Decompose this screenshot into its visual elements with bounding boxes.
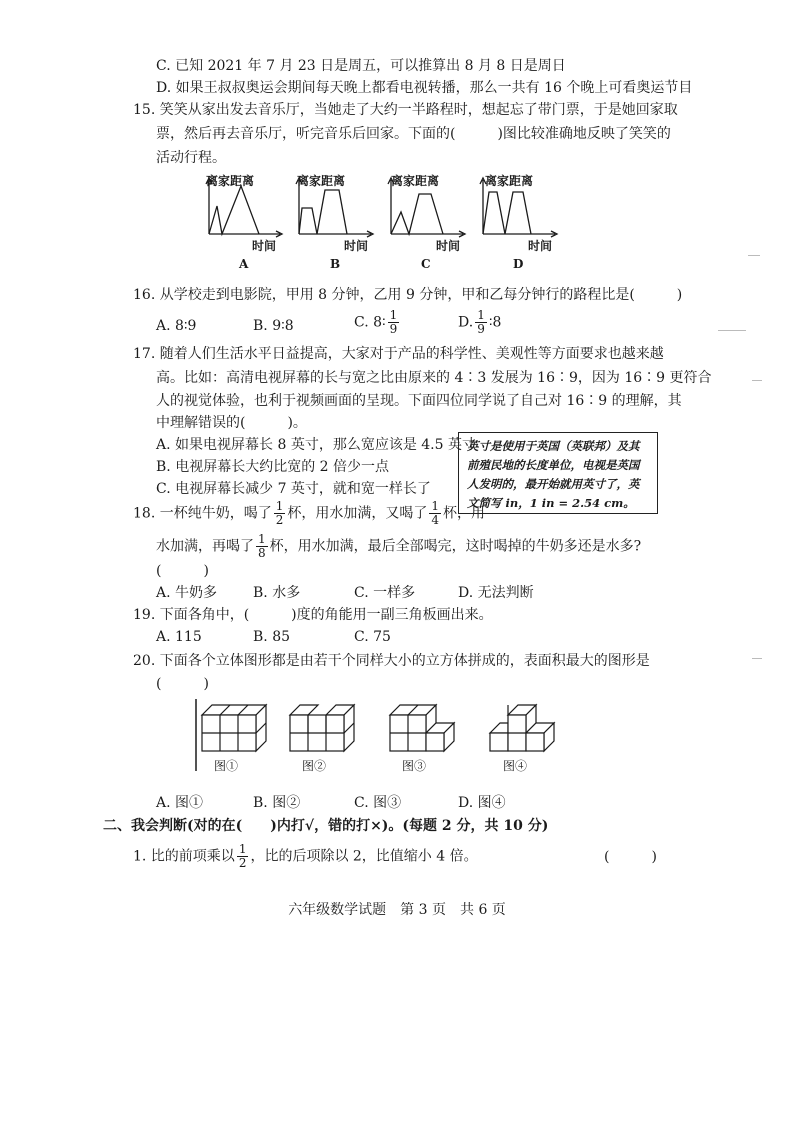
fraction: $\frac{1}{9}$	[477, 308, 485, 336]
fraction: $\frac{1}{4}$	[431, 499, 439, 527]
q19-option-b: B. 85	[253, 629, 291, 645]
fig-4-label: 图④	[503, 759, 528, 773]
q14-option-d: D. 如果王叔叔奥运会期间每天晚上都看电视转播，那么一共有 16 个晚上可看奥运节目	[156, 80, 693, 96]
graph-b-letter: B	[330, 257, 341, 271]
q17-option-c: C. 电视屏幕长减少 7 英寸，就和宽一样长了	[156, 481, 431, 497]
fig-2	[290, 705, 354, 751]
graph-d-ylabel: 离家距离	[485, 174, 534, 188]
q17-stem-line1: 17. 随着人们生活水平日益提高，大家对于产品的科学性、美观性等方面要求也越来越	[133, 346, 664, 362]
q14-option-c: C. 已知 2021 年 7 月 23 日是周五，可以推算出 8 月 8 日是周日	[156, 58, 566, 74]
q15-stem-line1: 15. 笑笑从家出发去音乐厅，当她走了大约一半路程时，想起忘了带门票，于是她回家取	[133, 102, 678, 118]
q16-option-b: B. 9∶8	[253, 318, 294, 334]
q16-option-d-text: D.	[458, 314, 474, 331]
q16-option-c-text: C. 8∶	[354, 314, 386, 331]
q16-stem: 16. 从学校走到电影院，甲用 8 分钟，乙用 9 分钟，甲和乙每分钟行的路程比是( )	[133, 287, 683, 303]
q17-stem-line2: 高。比如：高清电视屏幕的长与宽之比由原来的 4∶3 发展为 16∶9，因为 16∶9 更符合	[156, 370, 712, 386]
page-footer: 六年级数学试题 第 3 页 共 6 页	[288, 902, 506, 918]
q20-option-d: D. 图④	[458, 795, 506, 811]
q16-option-a: A. 8∶9	[156, 318, 197, 334]
judge-q1-text: ，比的后项除以 2，比值缩小 4 倍。	[250, 848, 478, 865]
graph-c-letter: C	[421, 257, 431, 271]
q15-stem-line3: 活动行程。	[156, 150, 226, 166]
fraction: $\frac{1}{2}$	[275, 499, 284, 527]
fig-4	[490, 705, 554, 751]
graph-b-ylabel: 离家距离	[297, 174, 346, 188]
q20-option-c: C. 图③	[354, 795, 402, 811]
q20-answer-blank: ( )	[156, 676, 209, 692]
q19-option-a: A. 115	[156, 629, 202, 645]
q19-stem: 19. 下面各角中，( )度的角能用一副三角板画出来。	[133, 607, 493, 623]
graph-a-ylabel: 离家距离	[206, 174, 255, 188]
q16-option-c	[354, 309, 401, 336]
q20-option-b: B. 图②	[253, 795, 301, 811]
graph-a-letter: A	[239, 257, 249, 271]
q18-option-b: B. 水多	[253, 585, 301, 601]
q18-stem-line2	[156, 533, 641, 560]
fig-1	[202, 705, 266, 751]
q20-option-a: A. 图①	[156, 795, 204, 811]
section-2-title: 二、我会判断(对的在( )内打√，错的打×)。(每题 2 分，共 10 分)	[103, 818, 549, 834]
q16-option-d-tail: ∶8	[488, 314, 502, 331]
graph-c-xlabel: 时间	[436, 239, 461, 253]
q18-text: 18. 一杯纯牛奶，喝了	[133, 505, 272, 522]
q18-option-d: D. 无法判断	[458, 585, 534, 601]
fig-3	[390, 705, 454, 751]
scan-mark	[748, 255, 760, 256]
graph-d-letter: D	[513, 257, 524, 271]
fig-2-label: 图②	[302, 759, 327, 773]
scan-mark	[752, 380, 762, 381]
q18-option-a: A. 牛奶多	[156, 585, 218, 601]
fraction: $\frac{1}{2}$	[238, 842, 247, 870]
q18-text: 杯，用水加满，最后全部喝完，这时喝掉的牛奶多还是水多?	[269, 538, 642, 555]
q16-option-d	[458, 309, 501, 336]
q18-answer-blank: ( )	[156, 563, 209, 579]
judge-q1-blank: ( )	[604, 849, 657, 865]
q17-option-a: A. 如果电视屏幕长 8 英寸，那么宽应该是 4.5 英寸	[156, 437, 476, 453]
scan-mark	[718, 330, 746, 331]
q17-option-b: B. 电视屏幕长大约比宽的 2 倍少一点	[156, 459, 389, 475]
fraction: $\frac{1}{9}$	[389, 308, 398, 336]
graph-d-xlabel: 时间	[528, 239, 553, 253]
judge-q1-text: 1. 比的前项乘以	[133, 848, 235, 865]
q17-stem-line3: 人的视觉体验，也利于视频画面的呈现。下面四位同学说了自己对 16∶9 的理解，其	[156, 393, 682, 409]
q17-stem-line4: 中理解错误的( )。	[156, 415, 307, 431]
q18-text: 水加满，再喝了	[156, 538, 254, 555]
inch-note-box: 英寸是使用于英国（英联邦）及其前殖民地的长度单位，电视是英国人发明的，最开始就用英寸了，英文简写 in，1 in = 2.54 cm。	[458, 432, 658, 514]
q18-stem-line1	[133, 500, 485, 527]
judge-q1	[133, 843, 478, 870]
graph-a-xlabel: 时间	[252, 239, 277, 253]
q19-option-c: C. 75	[354, 629, 391, 645]
q18-text: 杯，用水加满，又喝了	[287, 505, 428, 522]
fraction: $\frac{1}{8}$	[258, 532, 266, 560]
fig-1-label: 图①	[214, 759, 239, 773]
scan-mark	[752, 658, 762, 659]
fig-3-label: 图③	[402, 759, 427, 773]
graph-b-xlabel: 时间	[344, 239, 369, 253]
q20-stem: 20. 下面各个立体图形都是由若干个同样大小的立方体拼成的，表面积最大的图形是	[133, 653, 650, 669]
q15-stem-line2: 票，然后再去音乐厅，听完音乐后回家。下面的( )图比较准确地反映了笑笑的	[156, 126, 671, 142]
q18-text: 杯，用	[443, 505, 485, 522]
graph-c-ylabel: 离家距离	[391, 174, 440, 188]
q18-option-c: C. 一样多	[354, 585, 416, 601]
